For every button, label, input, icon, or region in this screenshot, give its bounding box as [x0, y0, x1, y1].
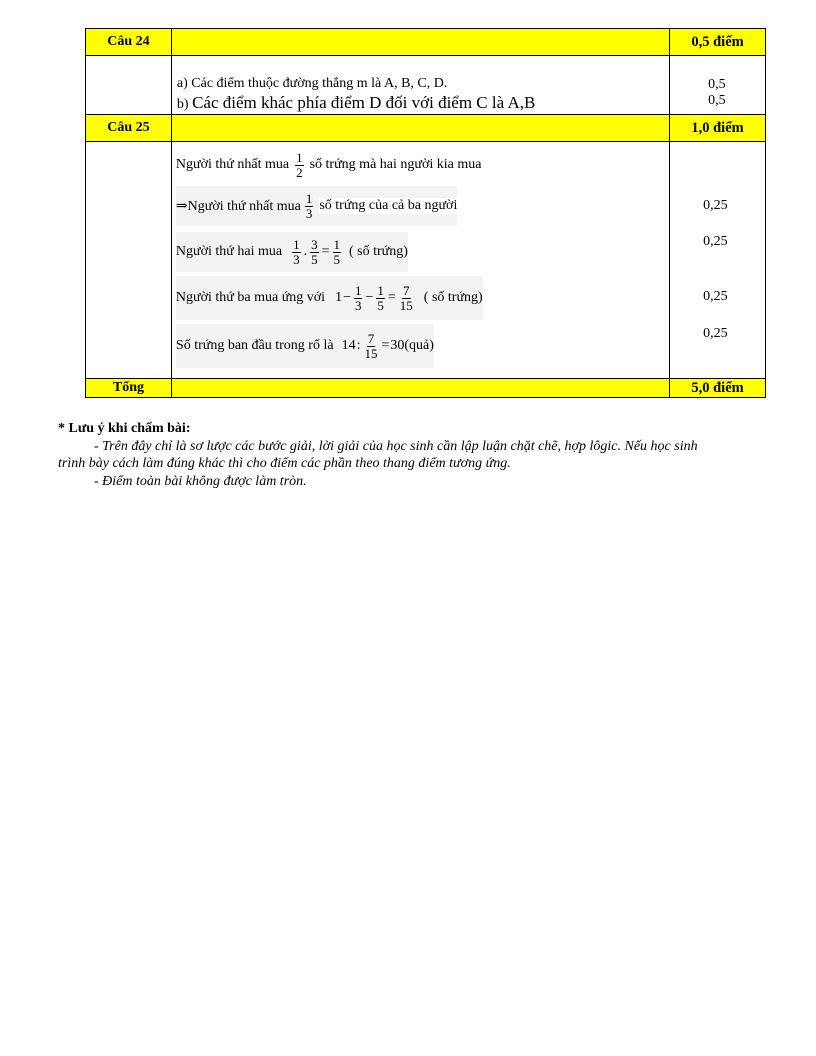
- fraction: $\frac{1}{2}$: [296, 149, 303, 180]
- step2-text-post: số trứng của cả ba người: [319, 198, 458, 213]
- q25-step-4: [176, 276, 483, 320]
- q25-step-2: [176, 186, 457, 226]
- q25-step-5: [176, 324, 434, 368]
- fraction: $\frac{7}{15}$: [364, 330, 378, 361]
- q24-answer-a: a) Các điểm thuộc đường thẳng m là A, B, C, D.: [176, 76, 448, 91]
- step4-text: Người thứ ba mua ứng với: [175, 290, 326, 305]
- total-label: Tổng: [86, 379, 172, 398]
- q25-score-3: 0,25: [703, 234, 728, 249]
- total-row: [86, 379, 766, 398]
- q24-header-row: [86, 29, 766, 56]
- step3-text: Người thứ hai mua: [175, 244, 283, 259]
- fraction: $\frac{1}{3}$: [293, 236, 300, 267]
- q24-answer-cell: [171, 56, 669, 115]
- q24-score-a: 0,5: [708, 77, 726, 92]
- fraction: $\frac{1}{5}$: [333, 236, 340, 267]
- fraction: $\frac{1}{3}$: [305, 190, 313, 221]
- note-line-1: - Trên đây chỉ là sơ lược các bước giải, lời giải của học sinh cần lập luận chặt chẽ, hợp lôgic. Nếu học sinh: [94, 438, 698, 454]
- q24-body-row: [86, 56, 766, 115]
- step5-text: Số trứng ban đầu trong rổ là: [175, 338, 334, 353]
- q25-header-row: [86, 115, 766, 142]
- step4-expression: 1 − $\frac{1}{3}$ − $\frac{1}{5}$ = $\frac{7}{15}$: [335, 282, 413, 313]
- step3-expression: $\frac{1}{3}$ . $\frac{3}{5}$ = $\frac{1}{5}$: [293, 236, 340, 267]
- step3-unit: ( số trứng): [349, 244, 408, 259]
- q24-score-cell: [670, 56, 766, 115]
- grading-note: [58, 420, 788, 490]
- q25-score-5: 0,25: [703, 326, 728, 341]
- q25-points: 1,0 điểm: [670, 115, 766, 142]
- fraction: $\frac{7}{15}$: [399, 282, 413, 313]
- q25-answer-cell: [171, 142, 669, 379]
- q24-answer-b: [177, 93, 535, 113]
- note-line-2: trình bày cách làm đúng khác thì cho điểm các phần theo thang điểm tương ứng.: [58, 456, 511, 471]
- q25-score-2: 0,25: [703, 198, 728, 213]
- q25-body-row: [86, 142, 766, 379]
- grading-table: [85, 28, 766, 398]
- fraction: $\frac{1}{5}$: [377, 282, 384, 313]
- q25-score-cell: [670, 142, 766, 379]
- q25-score-4: 0,25: [703, 289, 728, 304]
- note-line-3: - Điểm toàn bài không được làm tròn.: [94, 473, 307, 489]
- q24-points: 0,5 điểm: [670, 29, 766, 56]
- note-title: * Lưu ý khi chấm bài:: [58, 421, 191, 436]
- step5-unit: (quả): [404, 338, 434, 353]
- q24-answer-b-text: Các điểm khác phía điểm D đối với điểm C là A,B: [192, 93, 536, 112]
- step5-expression: 14 : $\frac{7}{15}$ = 30: [341, 330, 405, 361]
- q25-label: Câu 25: [86, 115, 172, 142]
- fraction: $\frac{1}{3}$: [354, 282, 362, 313]
- step1-text-post: số trứng mà hai người kia mua: [309, 157, 482, 172]
- q24-label: Câu 24: [86, 29, 172, 56]
- q24-score-b: 0,5: [708, 93, 726, 108]
- q24-header-blank: [171, 29, 669, 56]
- step4-unit: ( số trứng): [423, 290, 483, 305]
- step2-text: ⇒Người thứ nhất mua: [175, 198, 301, 214]
- total-points: 5,0 điểm: [670, 379, 766, 398]
- fraction: $\frac{3}{5}$: [311, 236, 318, 267]
- q24-answer-b-prefix: b): [176, 97, 193, 112]
- q25-step-1: [176, 146, 482, 184]
- q25-step-3: [176, 232, 408, 272]
- step1-text: Người thứ nhất mua: [175, 157, 290, 172]
